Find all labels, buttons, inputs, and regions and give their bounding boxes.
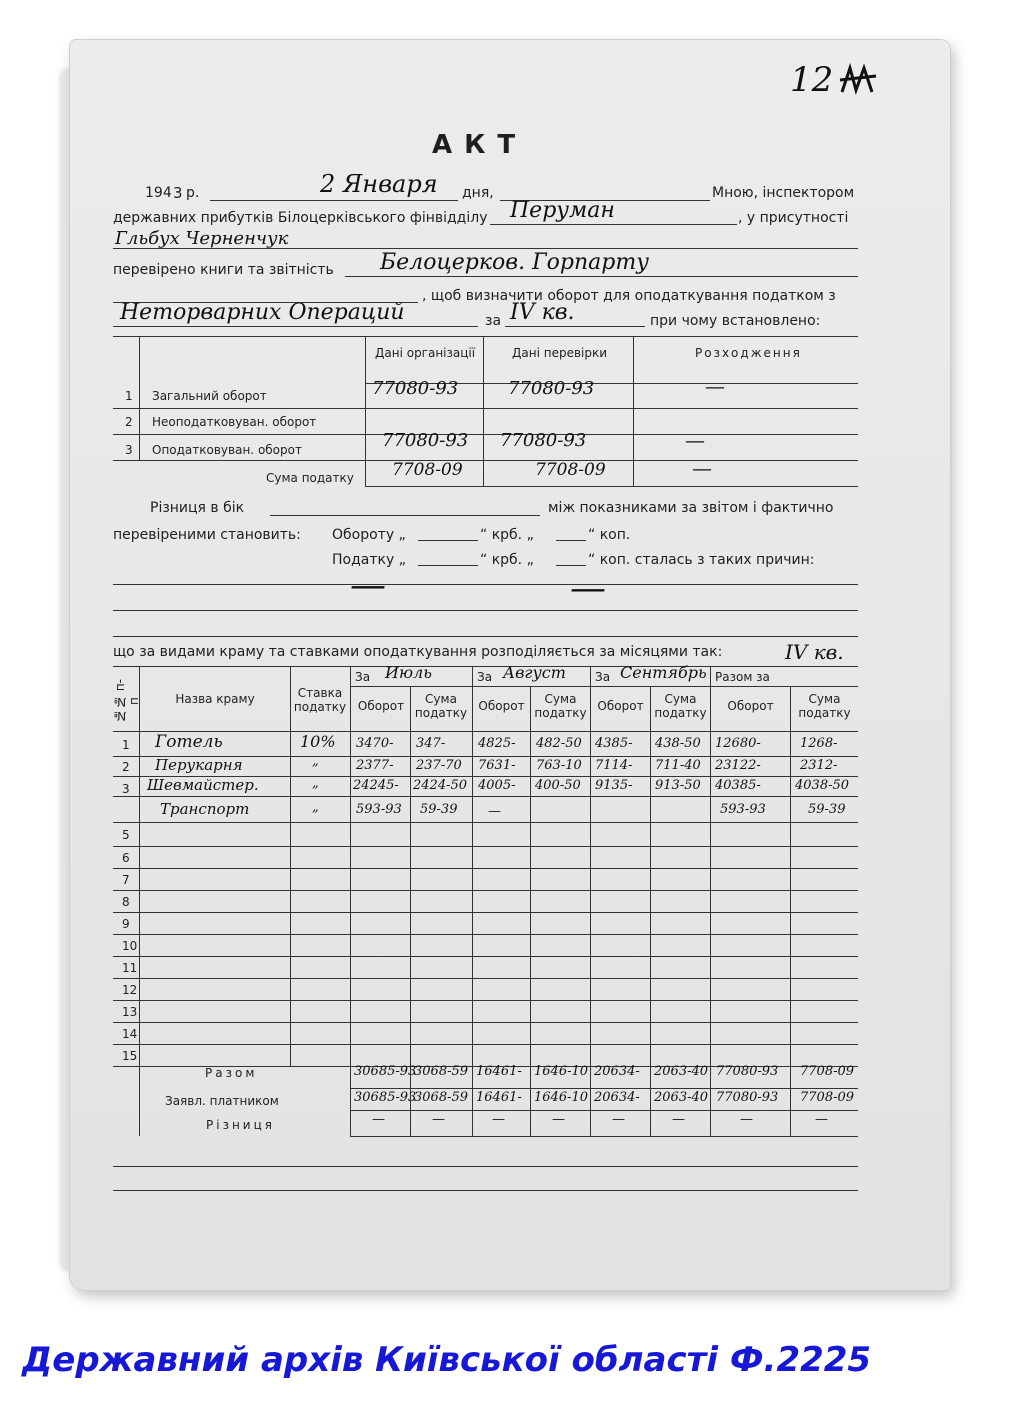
found-text: при чому встановлено: — [650, 313, 821, 329]
total-turnover: — — [740, 1112, 753, 1127]
turnover-header: Оборот — [357, 699, 405, 713]
row-number: 15 — [122, 1049, 138, 1063]
total-tax: 7708-09 — [800, 1064, 855, 1079]
row-diff: — — [692, 456, 712, 480]
row-diff: — — [685, 428, 705, 452]
m3-turnover: 20634- — [594, 1090, 640, 1105]
total-tax: 2312- — [800, 758, 838, 773]
inspector-name-hw: Перуман — [510, 198, 615, 223]
m1-turnover: 30685-93 — [354, 1064, 417, 1079]
m2-tax: 482-50 — [536, 736, 582, 751]
tax-header: Сума податку — [654, 692, 707, 720]
month-za: За — [595, 670, 611, 684]
m3-tax: 711-40 — [655, 758, 701, 773]
total-tax: 1268- — [800, 736, 838, 751]
row-number: 1 — [122, 738, 130, 752]
month3-hw: Сентябрь — [620, 663, 707, 682]
m3-tax: 438-50 — [655, 736, 701, 751]
m1-tax: 59-39 — [420, 802, 458, 817]
date-handwritten: 2 Января — [320, 170, 438, 198]
m1-turnover: 593-93 — [356, 802, 402, 817]
year-r: р. — [186, 185, 200, 201]
total-turnover: 77080-93 — [716, 1064, 779, 1079]
m3-turnover: 9135- — [595, 778, 633, 793]
row-number: 11 — [122, 961, 138, 975]
m1-tax: 347- — [416, 736, 446, 751]
item-name: Транспорт — [160, 800, 250, 818]
diff-line3-a: Податку „ — [332, 552, 406, 568]
col-diff-header: Розходження — [695, 346, 802, 360]
total-turnover: 12680- — [715, 736, 761, 751]
month-za: За — [477, 670, 493, 684]
col-num-header: №№ п-п — [113, 679, 141, 723]
m3-turnover: 4385- — [595, 736, 633, 751]
dash-hw: — — [570, 568, 606, 609]
diff-line3-b: “ крб. „ — [480, 552, 534, 568]
diff-line1-b: між показниками за звітом і фактично — [548, 500, 834, 516]
dash-hw: — — [350, 565, 386, 606]
m2-turnover: 7631- — [478, 758, 516, 773]
m2-turnover: 16461- — [476, 1064, 522, 1079]
item-name: Готель — [155, 732, 223, 752]
inspector-text: Мною, інспектором — [712, 185, 855, 201]
row-number: 3 — [122, 782, 130, 796]
month-za: За — [355, 670, 371, 684]
tax-header: Сума податку — [798, 692, 851, 720]
item-name: Перукарня — [155, 756, 243, 774]
document-title: АКТ — [432, 130, 528, 160]
row-label: Загальний оборот — [152, 389, 267, 403]
diff-line2-b: Обороту „ — [332, 527, 406, 543]
tax-header: Сума податку — [534, 692, 587, 720]
line2-text: державних прибутків Білоцерківського фінвідділу — [113, 210, 488, 226]
m2-turnover: — — [488, 804, 501, 819]
row-check: 77080-93 — [500, 430, 587, 451]
m1-tax: 2424-50 — [413, 778, 468, 793]
m2-turnover: 16461- — [476, 1090, 522, 1105]
row-number: 14 — [122, 1027, 138, 1041]
page-number-crossed — [838, 62, 878, 110]
m2-turnover: 4825- — [478, 736, 516, 751]
razom-za: Разом за — [715, 670, 770, 684]
month1-hw: Июль — [385, 663, 432, 682]
m1-turnover: 24245- — [353, 778, 399, 793]
year-prefix: 194 — [145, 185, 172, 201]
row-org: 77080-93 — [372, 378, 459, 399]
row-number: 2 — [122, 760, 130, 774]
presence-text: , у присутності — [738, 210, 849, 226]
m2-turnover: 4005- — [478, 778, 516, 793]
year-digit: 3 — [173, 184, 183, 202]
row-number: 13 — [122, 1005, 138, 1019]
diff-line2-a: перевіреними становить: — [113, 527, 301, 543]
archive-caption: Державний архів Київської області Ф.2225 — [22, 1340, 872, 1380]
m1-tax: 237-70 — [416, 758, 462, 773]
total-turnover: 77080-93 — [716, 1090, 779, 1105]
col-org-header: Дані організації — [375, 346, 476, 360]
period-hw: IV кв. — [510, 300, 575, 325]
day-word: дня, — [462, 185, 494, 201]
total-turnover: 23122- — [715, 758, 761, 773]
m2-tax: 400-50 — [535, 778, 581, 793]
turnover-header: Оборот — [727, 699, 774, 713]
turnover-header: Оборот — [597, 699, 644, 713]
m1-turnover: 30685-93 — [354, 1090, 417, 1105]
m2-tax: 1646-10 — [534, 1064, 589, 1079]
total-tax: 4038-50 — [795, 778, 850, 793]
item-name: Шевмайстер. — [147, 776, 259, 794]
m1-tax: 3068-59 — [414, 1090, 469, 1105]
line4-text: перевірено книги та звітність — [113, 262, 334, 278]
row-org: 77080-93 — [382, 430, 469, 451]
m3-tax: 2063-40 — [654, 1064, 709, 1079]
m2-tax: — — [552, 1112, 565, 1127]
row-num: 1 — [125, 389, 133, 403]
row-number: 8 — [122, 895, 130, 909]
diff-line1-a: Різниця в бік — [150, 500, 245, 516]
col-rate-header: Ставка податку — [293, 686, 347, 714]
line5-text: , щоб визначити оборот для оподаткування податком з — [422, 288, 836, 304]
period-hw: IV кв. — [785, 640, 844, 664]
row-number: 5 — [122, 828, 130, 842]
m2-tax: 1646-10 — [534, 1090, 589, 1105]
turnover-header: Оборот — [478, 699, 525, 713]
page-number: 12 — [790, 60, 834, 100]
m3-tax: 2063-40 — [654, 1090, 709, 1105]
m1-turnover: 2377- — [356, 758, 394, 773]
tax-sum-label: Сума податку — [266, 471, 354, 485]
item-rate: „ — [312, 754, 319, 769]
tax-header: Сума податку — [414, 692, 468, 720]
row-number: 7 — [122, 873, 130, 887]
item-rate: 10% — [300, 732, 336, 751]
m2-tax: 763-10 — [536, 758, 582, 773]
m3-tax: — — [672, 1112, 685, 1127]
row-num: 3 — [125, 443, 133, 457]
m1-tax: — — [432, 1112, 445, 1127]
m3-turnover: — — [612, 1112, 625, 1127]
total-tax: 7708-09 — [800, 1090, 855, 1105]
item-rate: „ — [312, 800, 319, 815]
item-rate: „ — [312, 776, 319, 791]
diff-line2-d: “ коп. — [588, 527, 631, 543]
total-tax: 59-39 — [808, 802, 846, 817]
m2-turnover: — — [492, 1112, 505, 1127]
m3-turnover: 20634- — [594, 1064, 640, 1079]
row-label: Оподатковуван. оборот — [152, 443, 302, 457]
difference-label: Різниця — [206, 1118, 275, 1132]
m1-turnover: — — [372, 1112, 385, 1127]
col-name-header: Назва краму — [175, 692, 255, 706]
org-hw: Белоцерков. Горпарту — [380, 250, 649, 275]
month2-hw: Август — [503, 663, 566, 682]
row-check: 77080-93 — [508, 378, 595, 399]
total-turnover: 40385- — [715, 778, 761, 793]
distribution-intro: що за видами краму та ставками оподаткування розподіляється за місяцями так: — [113, 644, 723, 660]
total-tax: — — [815, 1112, 828, 1127]
row-check: 7708-09 — [535, 460, 606, 480]
declared-label: Заявл. платником — [165, 1094, 279, 1108]
row-number: 6 — [122, 851, 130, 865]
scribble-icon — [838, 62, 878, 102]
row-num: 2 — [125, 415, 133, 429]
m3-turnover: 7114- — [595, 758, 633, 773]
diff-line2-c: “ крб. „ — [480, 527, 534, 543]
row-number: 10 — [122, 939, 138, 953]
tax-type-hw: Неторварних Операций — [120, 300, 405, 325]
za-text: за — [485, 313, 502, 329]
m1-turnover: 3470- — [356, 736, 394, 751]
totals-label: Разом — [205, 1066, 258, 1080]
row-number: 9 — [122, 917, 130, 931]
row-org: 7708-09 — [392, 460, 463, 480]
diff-line3-c: “ коп. сталась з таких причин: — [588, 552, 815, 568]
m3-tax: 913-50 — [655, 778, 701, 793]
row-diff: — — [705, 374, 725, 398]
total-turnover: 593-93 — [720, 802, 766, 817]
row-number: 12 — [122, 983, 138, 997]
presence-hw: Гльбух Черненчук — [115, 228, 289, 249]
row-label: Неоподатковуван. оборот — [152, 415, 317, 429]
m1-tax: 3068-59 — [414, 1064, 469, 1079]
col-check-header: Дані перевірки — [512, 346, 608, 360]
